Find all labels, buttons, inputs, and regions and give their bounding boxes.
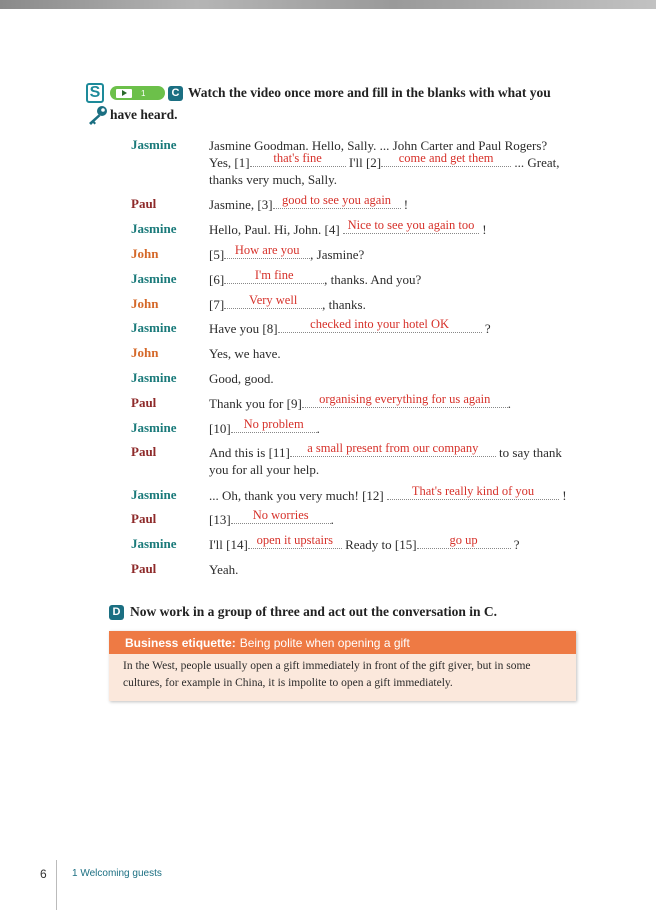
speech-line: Hello, Paul. Hi, John. [4] Nice to see you again too ! (209, 218, 487, 237)
top-decorative-bar (0, 0, 656, 9)
answer-text: How are you (234, 243, 300, 257)
dialogue-turn (131, 561, 581, 578)
dialogue-turn (131, 345, 581, 362)
speaker-name: Paul (131, 444, 157, 459)
speech-line: [6] I'm fine , thanks. And you? (209, 268, 422, 287)
dialogue-turn (131, 533, 581, 553)
page-footer (0, 860, 656, 890)
etiquette-body: In the West, people usually open a gift immediately in front of the gift giver, but in some cultures, for example in China, it is impolite to open a gift immediately. (109, 654, 576, 701)
answer-blank[interactable] (290, 441, 496, 457)
section-c-badge: C (168, 86, 183, 101)
section-d-instruction: Now work in a group of three and act out the conversation in C. (130, 604, 498, 619)
speaker-name: Paul (131, 196, 157, 211)
speech-line: [7] Very well , thanks. (209, 293, 366, 312)
speaker-name: Jasmine (131, 487, 177, 502)
answer-blank[interactable] (250, 151, 346, 167)
video-number: 1 (141, 88, 146, 98)
etiquette-title: Being polite when opening a gift (239, 635, 410, 650)
s-badge-icon: S (86, 83, 104, 103)
dialogue-turn (131, 243, 581, 263)
dialogue-turn (131, 137, 581, 188)
answer-blank[interactable] (231, 417, 317, 433)
speech-line: Have you [8] checked into your hotel OK ? (209, 317, 491, 336)
speech-line: [5] How are you , Jasmine? (209, 243, 365, 262)
speaker-name: Paul (131, 561, 157, 576)
etiquette-header (109, 631, 576, 654)
dialogue-turn (131, 317, 581, 337)
etiquette-box (109, 631, 576, 701)
answer-text: good to see you again (282, 193, 392, 207)
speech-line: thanks very much, Sally. (209, 172, 338, 187)
speech-line: Jasmine Goodman. Hello, Sally. ... John Carter and Paul Rogers? (209, 138, 548, 153)
speaker-name: Jasmine (131, 137, 177, 152)
answer-text: a small present from our company (307, 441, 479, 455)
speech-line: [13] No worries . (209, 508, 334, 527)
dialogue-turn (131, 293, 581, 313)
answer-blank[interactable] (248, 533, 342, 549)
key-icon[interactable] (86, 104, 110, 126)
answer-blank[interactable] (224, 243, 310, 259)
dialogue-turn (131, 441, 581, 478)
footer-divider (56, 860, 57, 910)
dialogue-turn (131, 484, 581, 504)
answer-text: come and get them (398, 151, 494, 165)
dialogue-turn (131, 268, 581, 288)
answer-blank[interactable] (231, 508, 331, 524)
speaker-name: Jasmine (131, 420, 177, 435)
answer-blank[interactable] (381, 151, 511, 167)
page-number: 6 (40, 867, 47, 881)
speech-line: I'll [14] open it upstairs Ready to [15] go up ? (209, 533, 520, 552)
speech-line: you for all your help. (209, 462, 320, 477)
section-d-badge: D (109, 605, 124, 620)
section-d (109, 604, 497, 620)
speech-line: Yeah. (209, 562, 239, 577)
etiquette-label: Business etiquette: (125, 635, 236, 650)
answer-text: Nice to see you again too (347, 218, 475, 232)
answer-text: checked into your hotel OK (310, 317, 450, 331)
speech-line: Yes, we have. (209, 346, 281, 361)
speaker-name: Jasmine (131, 320, 177, 335)
speaker-name: John (131, 345, 159, 360)
speaker-name: John (131, 296, 159, 311)
speech-line: Jasmine, [3] good to see you again ! (209, 193, 409, 212)
speech-line: Thank you for [9] organising everything for us again . (209, 392, 512, 411)
dialogue-turn (131, 193, 581, 213)
answer-text: go up (449, 533, 478, 547)
answer-blank[interactable] (343, 218, 479, 234)
speaker-name: John (131, 246, 159, 261)
chapter-title: 1 Welcoming guests (72, 868, 162, 879)
dialogue-turn (131, 508, 581, 528)
speech-line: [10] No problem . (209, 417, 320, 436)
answer-blank[interactable] (224, 268, 324, 284)
answer-text: Very well (249, 293, 298, 307)
answer-blank[interactable] (387, 484, 559, 500)
play-icon (116, 89, 132, 98)
dialogue-turn (131, 370, 581, 387)
speaker-name: Jasmine (131, 271, 177, 286)
speech-line: Yes, [1] that's fine I'll [2] come and get them ... Great, (209, 151, 560, 170)
answer-text: organising everything for us again (319, 392, 491, 406)
answer-text: open it upstairs (256, 533, 334, 547)
speaker-name: Paul (131, 395, 157, 410)
speaker-name: Jasmine (131, 370, 177, 385)
speaker-name: Jasmine (131, 536, 177, 551)
answer-text: No problem (243, 417, 304, 431)
answer-text: that's fine (273, 151, 322, 165)
speech-line: ... Oh, thank you very much! [12] That's really kind of you ! (209, 484, 567, 503)
dialogue-turn (131, 218, 581, 238)
dialogue-turn (131, 417, 581, 437)
speaker-name: Paul (131, 511, 157, 526)
speech-line: And this is [11] a small present from our company to say thank (209, 441, 562, 460)
exercise-header (86, 82, 586, 126)
video-badge[interactable] (110, 86, 165, 100)
instruction-text: Watch the video once more and fill in the blanks with what you (188, 85, 551, 100)
speaker-name: Jasmine (131, 221, 177, 236)
dialogue-turn (131, 392, 581, 412)
answer-text: No worries (252, 508, 309, 522)
instruction-text-cont: have heard. (110, 107, 178, 122)
answer-blank[interactable] (417, 533, 511, 549)
speech-line: Good, good. (209, 371, 274, 386)
answer-text: That's really kind of you (411, 484, 535, 498)
answer-text: I'm fine (254, 268, 294, 282)
